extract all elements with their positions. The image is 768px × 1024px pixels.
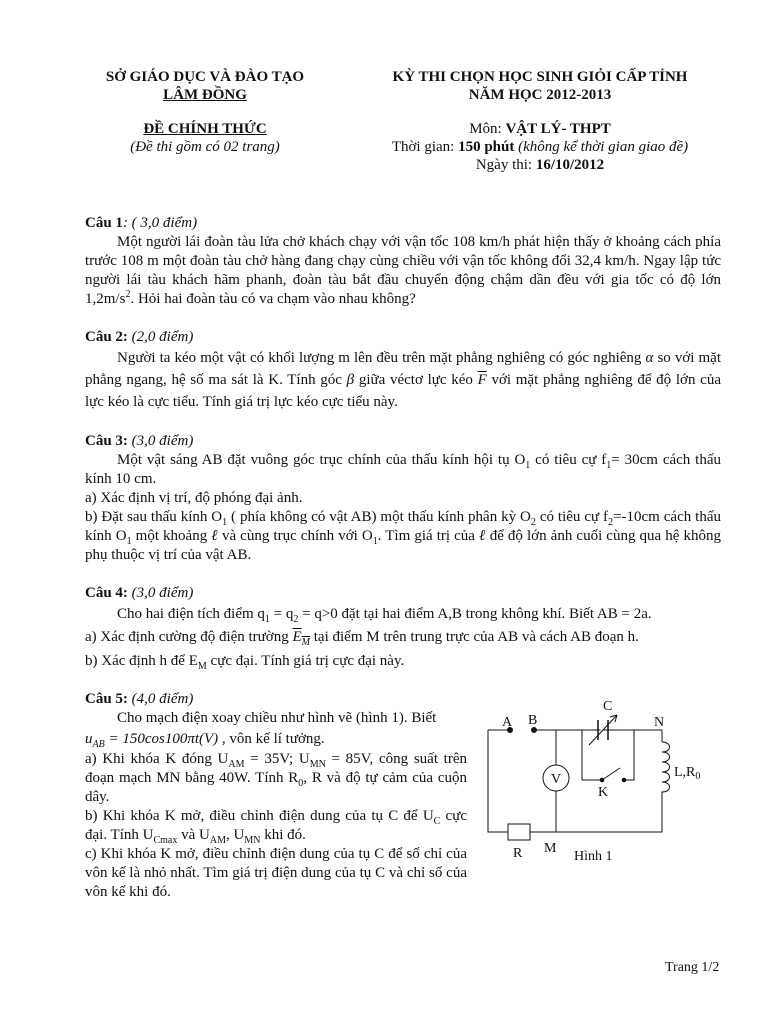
question-3-part-b: b) Đặt sau thấu kính $O_1$ ( phía không có vật AB) một thấu kính phân kỳ $O_2$ có tiêu cự $f_2=-10cm$ cách thấu kính $O_1$ một khoảng ℓ và cùng trục chính với $O_1$. Tìm giá trị của ℓ để độ lớn ảnh cuối cùng qua hệ không phụ thuộc vị trí của vật AB. — [85, 509, 722, 563]
question-5-heading: Câu 5: (4,0 điểm) — [85, 691, 194, 707]
time-line: Thời gian: 150 phút (không kể thời gian giao đề) — [391, 139, 689, 155]
exam-name: KỲ THI CHỌN HỌC SINH GIỎI CẤP TỈNH — [392, 69, 688, 85]
date-line: Ngày thi: 16/10/2012 — [475, 157, 605, 173]
question-5-part-a: a) Khi khóa K đóng $U_{AM} = 35V$; $U_{MN} = 85V$, công suất trên đoạn mạch MN bằng 40W. Tính $R_0$, R và độ tự cảm của cuộn dây. — [85, 751, 467, 805]
label-a: A — [502, 715, 513, 730]
question-4 — [85, 584, 721, 673]
question-1-heading: Câu 1: ( 3,0 điểm) — [85, 215, 198, 231]
page-count-note: (Đề thi gồm có 02 trang) — [130, 139, 280, 155]
question-1-body: Một người lái đoàn tàu lửa chở khách chạy với vận tốc 108 km/h phát hiện thấy ở khoảng cách phía trước 108 m một đoàn tàu chở hàng đang chạy cùng chiều với vận tốc không đổi 32,4 km/h. Ngay lập tức người lái tàu khách hãm phanh, đoàn tàu bắt đầu chuyển động chậm dần đều với gia tốc có độ lớn $1,2m/s^2$. Hỏi hai đoàn tàu có va chạm vào nhau không? — [85, 234, 721, 307]
subject-line: Môn: VẬT LÝ- THPT — [469, 121, 611, 137]
field-vector-em: $E_M$ — [292, 629, 311, 648]
question-3-intro: Một vật sáng AB đặt vuông góc trục chính của thấu kính hội tụ $O_1$ có tiêu cự $f_1= 30cm$ cách thấu kính 10 cm. — [85, 452, 721, 487]
label-m: M — [544, 841, 557, 856]
label-l-r0: $L,R_0$ — [674, 765, 701, 782]
question-2 — [85, 328, 721, 413]
label-k: K — [598, 785, 609, 800]
question-2-body: Người ta kéo một vật có khối lượng m lên đều trên mặt phẳng nghiêng có góc nghiêng α so với mặt phẳng ngang, hệ số ma sát là K. Tính góc β giữa véctơ lực kéo $\overline{F}$ với mặt phẳng nghiêng để độ lớn của lực kéo là cực tiểu. Tính giá trị lực kéo cực tiểu này. — [85, 350, 721, 410]
question-5 — [85, 690, 467, 902]
question-5-formula: $u_{AB} = 150\cos 100\pi t(V)$ , vôn kế lí tưởng. — [85, 731, 325, 750]
label-r: R — [513, 846, 523, 861]
school-year: NĂM HỌC 2012-2013 — [468, 87, 612, 103]
question-5-part-c: c) Khi khóa K mở, điều chỉnh điện dung của tụ C để số chỉ của vôn kế là nhỏ nhất. Tìm giá trị điện dung của tụ C và chỉ số của vôn kế khi đó. — [85, 846, 467, 900]
question-5-intro: Cho mạch điện xoay chiều như hình vẽ (hình 1). Biết — [117, 710, 437, 726]
resistor-r — [508, 824, 530, 840]
department-name: SỞ GIÁO DỤC VÀ ĐÀO TẠO — [105, 69, 305, 85]
question-3-part-a: a) Xác định vị trí, độ phóng đại ảnh. — [85, 490, 303, 506]
question-2-heading: Câu 2: (2,0 điểm) — [85, 329, 194, 345]
page-number: Trang 1/2 — [665, 960, 720, 975]
question-4-intro: Cho hai điện tích điểm $q_1 = q_2 = q>0$ đặt tại hai điểm A,B trong không khí. Biết AB = 2a. — [117, 606, 652, 625]
question-4-part-a: a) Xác định cường độ điện trường $E_M$ tại điểm M trên trung trực của AB và cách AB đoạn h. — [85, 629, 639, 648]
figure-caption: Hình 1 — [574, 849, 613, 864]
question-3-heading: Câu 3: (3,0 điểm) — [85, 433, 194, 449]
label-c: C — [603, 699, 613, 714]
question-5-part-b: b) Khi khóa K mở, điều chỉnh điện dung của tụ C để $U_C$ cực đại. Tính $U_{Cmax}$ và $U_{AM}$, $U_{MN}$ khi đó. — [85, 808, 467, 846]
question-4-part-b: b) Xác định h để $E_M$ cực đại. Tính giá trị cực đại này. — [85, 653, 405, 672]
wire-bottom — [530, 802, 662, 832]
header-left — [80, 68, 330, 156]
province-name: LÂM ĐỒNG — [163, 87, 247, 103]
inductor-coil — [662, 742, 670, 802]
header-right — [340, 68, 740, 174]
question-1 — [85, 214, 721, 309]
label-v: V — [551, 772, 562, 787]
wire-switch-right — [624, 730, 634, 780]
official-label: ĐỀ CHÍNH THỨC — [143, 121, 267, 137]
wire-left — [488, 730, 508, 832]
switch-k-blade — [602, 768, 620, 780]
label-b: B — [528, 713, 538, 728]
question-3 — [85, 432, 721, 565]
question-4-heading: Câu 4: (3,0 điểm) — [85, 585, 194, 601]
label-n: N — [654, 715, 665, 730]
circuit-diagram — [472, 690, 742, 880]
switch-k-pivot — [600, 778, 604, 782]
